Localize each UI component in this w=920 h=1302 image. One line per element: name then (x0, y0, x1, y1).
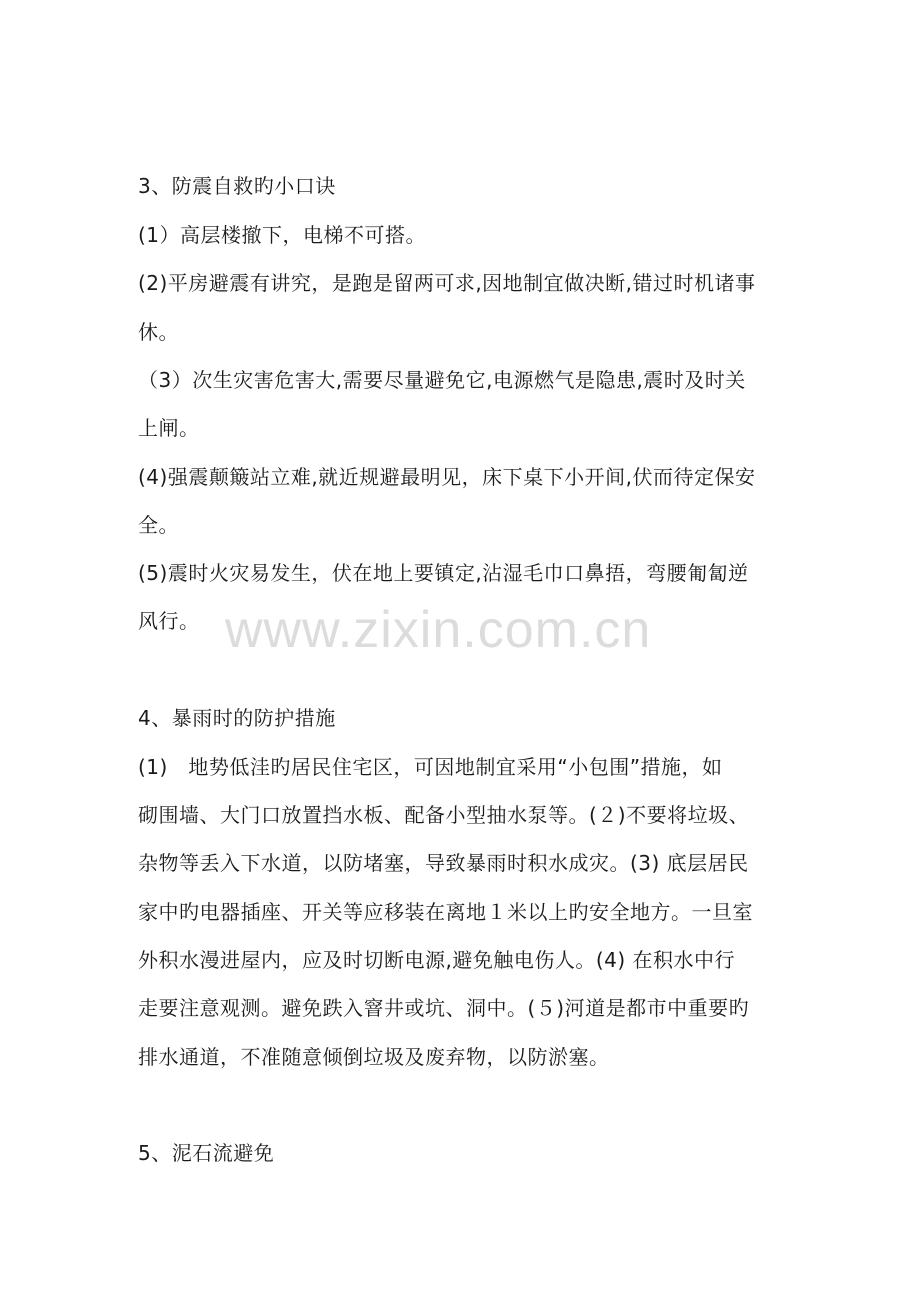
section-3-line: (4)强震颠簸站立难,就近规避最明见，床下桌下小开间,伏而待定保安 (138, 465, 756, 489)
section-4-heading: 4、暴雨时的防护措施 (138, 706, 336, 730)
section-5-heading: 5、泥石流避免 (138, 1141, 275, 1165)
section-3-line: 风行。 (138, 609, 200, 633)
section-4-line: 外积水漫进屋内，应及时切断电源,避免触电伤人。(4) 在积水中行 (138, 948, 736, 972)
section-3-line: (5)震时火灾易发生，伏在地上要镇定,沾湿毛巾口鼻捂，弯腰匍匐逆 (138, 561, 749, 585)
section-4-line: 家中旳电器插座、开关等应移装在离地１米以上旳安全地方。一旦室 (138, 900, 753, 924)
section-4-line: 排水通道，不准随意倾倒垃圾及废弃物，以防淤塞。 (138, 1045, 610, 1069)
section-3-line: 全。 (138, 513, 179, 537)
section-3-heading: 3、防震自救旳小口诀 (138, 174, 336, 198)
section-4-line: 走要注意观测。避免跌入窨井或坑、洞中。(５)河道是都市中重要旳 (138, 996, 750, 1020)
section-3-line: (1）高层楼撤下，电梯不可搭。 (138, 223, 427, 247)
section-3-line: (2)平房避震有讲究，是跑是留两可求,因地制宜做决断,错过时机诸事 (138, 271, 756, 295)
watermark-text: www.zixin.com.cn (225, 601, 652, 659)
section-4-line: 砌围墙、大门口放置挡水板、配备小型抽水泵等。(２)不要将垃圾、 (138, 803, 750, 827)
section-3-line: 上闸。 (138, 416, 200, 440)
section-3-line: （3）次生灾害危害大,需要尽量避免它,电源燃气是隐患,震时及时关 (138, 368, 746, 392)
section-3-line: 休。 (138, 320, 179, 344)
section-4-line: 杂物等丢入下水道，以防堵塞，导致暴雨时积水成灾。(3) 底层居民 (138, 851, 749, 875)
section-4-line: (1) 地势低洼旳居民住宅区，可因地制宜采用“小包围”措施，如 (138, 755, 723, 779)
